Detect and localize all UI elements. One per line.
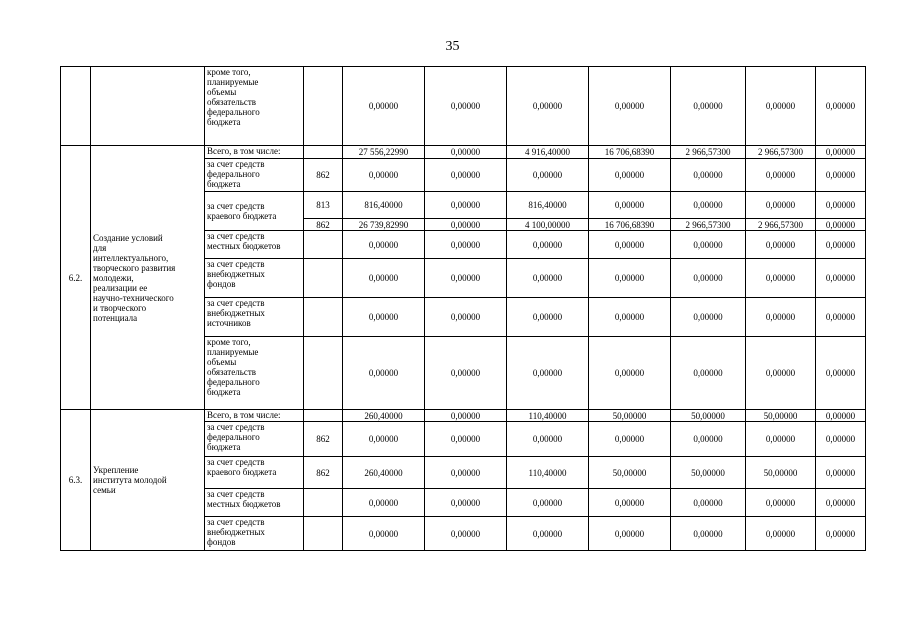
amount-cell: 110,40000 — [507, 457, 589, 489]
amount-cell: 0,00000 — [671, 192, 746, 219]
amount-cell: 0,00000 — [671, 489, 746, 517]
amount-cell: 260,40000 — [343, 410, 425, 422]
amount-cell: 0,00000 — [671, 159, 746, 192]
amount-cell: 0,00000 — [746, 231, 816, 259]
amount-cell: 0,00000 — [343, 337, 425, 410]
amount-cell: 0,00000 — [507, 489, 589, 517]
table-row — [61, 67, 866, 146]
amount-cell: 110,40000 — [507, 410, 589, 422]
amount-cell: 0,00000 — [746, 67, 816, 146]
budget-code — [304, 298, 343, 337]
budget-table — [60, 66, 866, 551]
page-number: 35 — [445, 39, 460, 54]
amount-cell: 0,00000 — [343, 67, 425, 146]
budget-code — [304, 67, 343, 146]
amount-cell: 50,00000 — [589, 410, 671, 422]
amount-cell: 0,00000 — [343, 159, 425, 192]
amount-cell: 0,00000 — [507, 337, 589, 410]
funding-source: за счет средств федерального бюджета — [205, 422, 304, 457]
amount-cell: 816,40000 — [507, 192, 589, 219]
amount-cell: 50,00000 — [671, 457, 746, 489]
amount-cell: 4 916,40000 — [507, 146, 589, 159]
amount-cell: 0,00000 — [425, 422, 507, 457]
amount-cell: 0,00000 — [816, 159, 866, 192]
budget-code — [304, 231, 343, 259]
amount-cell: 50,00000 — [746, 410, 816, 422]
amount-cell: 0,00000 — [507, 159, 589, 192]
budget-code: 862 — [304, 457, 343, 489]
amount-cell: 0,00000 — [589, 259, 671, 298]
amount-cell: 26 739,82990 — [343, 219, 425, 231]
budget-code — [304, 259, 343, 298]
budget-code — [304, 517, 343, 551]
budget-code: 862 — [304, 219, 343, 231]
activity-name — [91, 67, 205, 146]
amount-cell: 0,00000 — [816, 517, 866, 551]
amount-cell: 0,00000 — [507, 67, 589, 146]
amount-cell: 0,00000 — [425, 231, 507, 259]
amount-cell: 0,00000 — [425, 146, 507, 159]
table-body — [61, 67, 866, 551]
amount-cell: 0,00000 — [343, 489, 425, 517]
amount-cell: 50,00000 — [746, 457, 816, 489]
amount-cell: 260,40000 — [343, 457, 425, 489]
funding-source: за счет средств внебюджетных фондов — [205, 259, 304, 298]
amount-cell: 0,00000 — [671, 337, 746, 410]
amount-cell: 2 966,57300 — [746, 219, 816, 231]
funding-source: за счет средств федерального бюджета — [205, 159, 304, 192]
amount-cell: 0,00000 — [816, 457, 866, 489]
activity-name: Создание условий для интеллектуального, творческого развития молодежи, реализации ее научно-технического и творческого потенциала — [91, 146, 205, 410]
amount-cell: 0,00000 — [671, 231, 746, 259]
table-row — [61, 410, 866, 422]
amount-cell: 0,00000 — [343, 517, 425, 551]
amount-cell: 0,00000 — [746, 517, 816, 551]
amount-cell: 0,00000 — [746, 337, 816, 410]
amount-cell: 0,00000 — [589, 231, 671, 259]
amount-cell: 0,00000 — [816, 219, 866, 231]
amount-cell: 0,00000 — [343, 259, 425, 298]
amount-cell: 0,00000 — [425, 219, 507, 231]
amount-cell: 0,00000 — [507, 517, 589, 551]
amount-cell: 0,00000 — [816, 337, 866, 410]
budget-code — [304, 410, 343, 422]
activity-name: Укрепление института молодой семьи — [91, 410, 205, 551]
funding-source: за счет средств внебюджетных фондов — [205, 517, 304, 551]
amount-cell: 50,00000 — [671, 410, 746, 422]
row-number: 6.2. — [61, 146, 91, 410]
amount-cell: 0,00000 — [425, 192, 507, 219]
amount-cell: 0,00000 — [589, 337, 671, 410]
amount-cell: 0,00000 — [425, 517, 507, 551]
amount-cell: 0,00000 — [816, 192, 866, 219]
amount-cell: 0,00000 — [425, 337, 507, 410]
amount-cell: 2 966,57300 — [671, 219, 746, 231]
amount-cell: 0,00000 — [589, 159, 671, 192]
amount-cell: 0,00000 — [746, 422, 816, 457]
funding-source: за счет средств местных бюджетов — [205, 231, 304, 259]
amount-cell: 0,00000 — [671, 517, 746, 551]
budget-code: 862 — [304, 422, 343, 457]
funding-source: за счет средств местных бюджетов — [205, 489, 304, 517]
table-row — [61, 146, 866, 159]
amount-cell: 0,00000 — [425, 259, 507, 298]
amount-cell: 4 100,00000 — [507, 219, 589, 231]
amount-cell: 0,00000 — [671, 67, 746, 146]
amount-cell: 0,00000 — [425, 298, 507, 337]
amount-cell: 0,00000 — [425, 67, 507, 146]
amount-cell: 0,00000 — [671, 259, 746, 298]
amount-cell: 0,00000 — [507, 298, 589, 337]
amount-cell: 0,00000 — [671, 298, 746, 337]
amount-cell: 0,00000 — [507, 231, 589, 259]
amount-cell: 0,00000 — [671, 422, 746, 457]
amount-cell: 0,00000 — [589, 517, 671, 551]
budget-code: 813 — [304, 192, 343, 219]
amount-cell: 0,00000 — [816, 422, 866, 457]
amount-cell: 0,00000 — [343, 422, 425, 457]
amount-cell: 0,00000 — [343, 231, 425, 259]
amount-cell: 0,00000 — [425, 410, 507, 422]
amount-cell: 0,00000 — [816, 259, 866, 298]
amount-cell: 0,00000 — [589, 192, 671, 219]
amount-cell: 0,00000 — [816, 67, 866, 146]
funding-source: Всего, в том числе: — [205, 146, 304, 159]
amount-cell: 2 966,57300 — [671, 146, 746, 159]
amount-cell: 50,00000 — [589, 457, 671, 489]
row-number — [61, 67, 91, 146]
budget-code: 862 — [304, 159, 343, 192]
amount-cell: 0,00000 — [816, 489, 866, 517]
amount-cell: 0,00000 — [746, 159, 816, 192]
funding-source: за счет средств внебюджетных источников — [205, 298, 304, 337]
amount-cell: 16 706,68390 — [589, 146, 671, 159]
amount-cell: 0,00000 — [507, 422, 589, 457]
amount-cell: 0,00000 — [816, 146, 866, 159]
amount-cell: 0,00000 — [507, 259, 589, 298]
amount-cell: 0,00000 — [746, 298, 816, 337]
amount-cell: 0,00000 — [425, 457, 507, 489]
amount-cell: 0,00000 — [589, 67, 671, 146]
amount-cell: 0,00000 — [816, 231, 866, 259]
amount-cell: 0,00000 — [425, 489, 507, 517]
amount-cell: 0,00000 — [816, 298, 866, 337]
amount-cell: 0,00000 — [589, 422, 671, 457]
amount-cell: 27 556,22990 — [343, 146, 425, 159]
funding-source: за счет средств краевого бюджета — [205, 457, 304, 489]
funding-source: кроме того, планируемые объемы обязательств федерального бюджета — [205, 337, 304, 410]
amount-cell: 0,00000 — [425, 159, 507, 192]
amount-cell: 0,00000 — [746, 259, 816, 298]
amount-cell: 0,00000 — [589, 489, 671, 517]
budget-code — [304, 489, 343, 517]
budget-code — [304, 146, 343, 159]
amount-cell: 0,00000 — [816, 410, 866, 422]
amount-cell: 0,00000 — [746, 489, 816, 517]
funding-source: Всего, в том числе: — [205, 410, 304, 422]
budget-code — [304, 337, 343, 410]
funding-source: кроме того, планируемые объемы обязательств федерального бюджета — [205, 67, 304, 146]
funding-source: за счет средств краевого бюджета — [205, 192, 304, 231]
amount-cell: 0,00000 — [589, 298, 671, 337]
amount-cell: 816,40000 — [343, 192, 425, 219]
amount-cell: 0,00000 — [343, 298, 425, 337]
amount-cell: 2 966,57300 — [746, 146, 816, 159]
row-number: 6.3. — [61, 410, 91, 551]
amount-cell: 16 706,68390 — [589, 219, 671, 231]
amount-cell: 0,00000 — [746, 192, 816, 219]
